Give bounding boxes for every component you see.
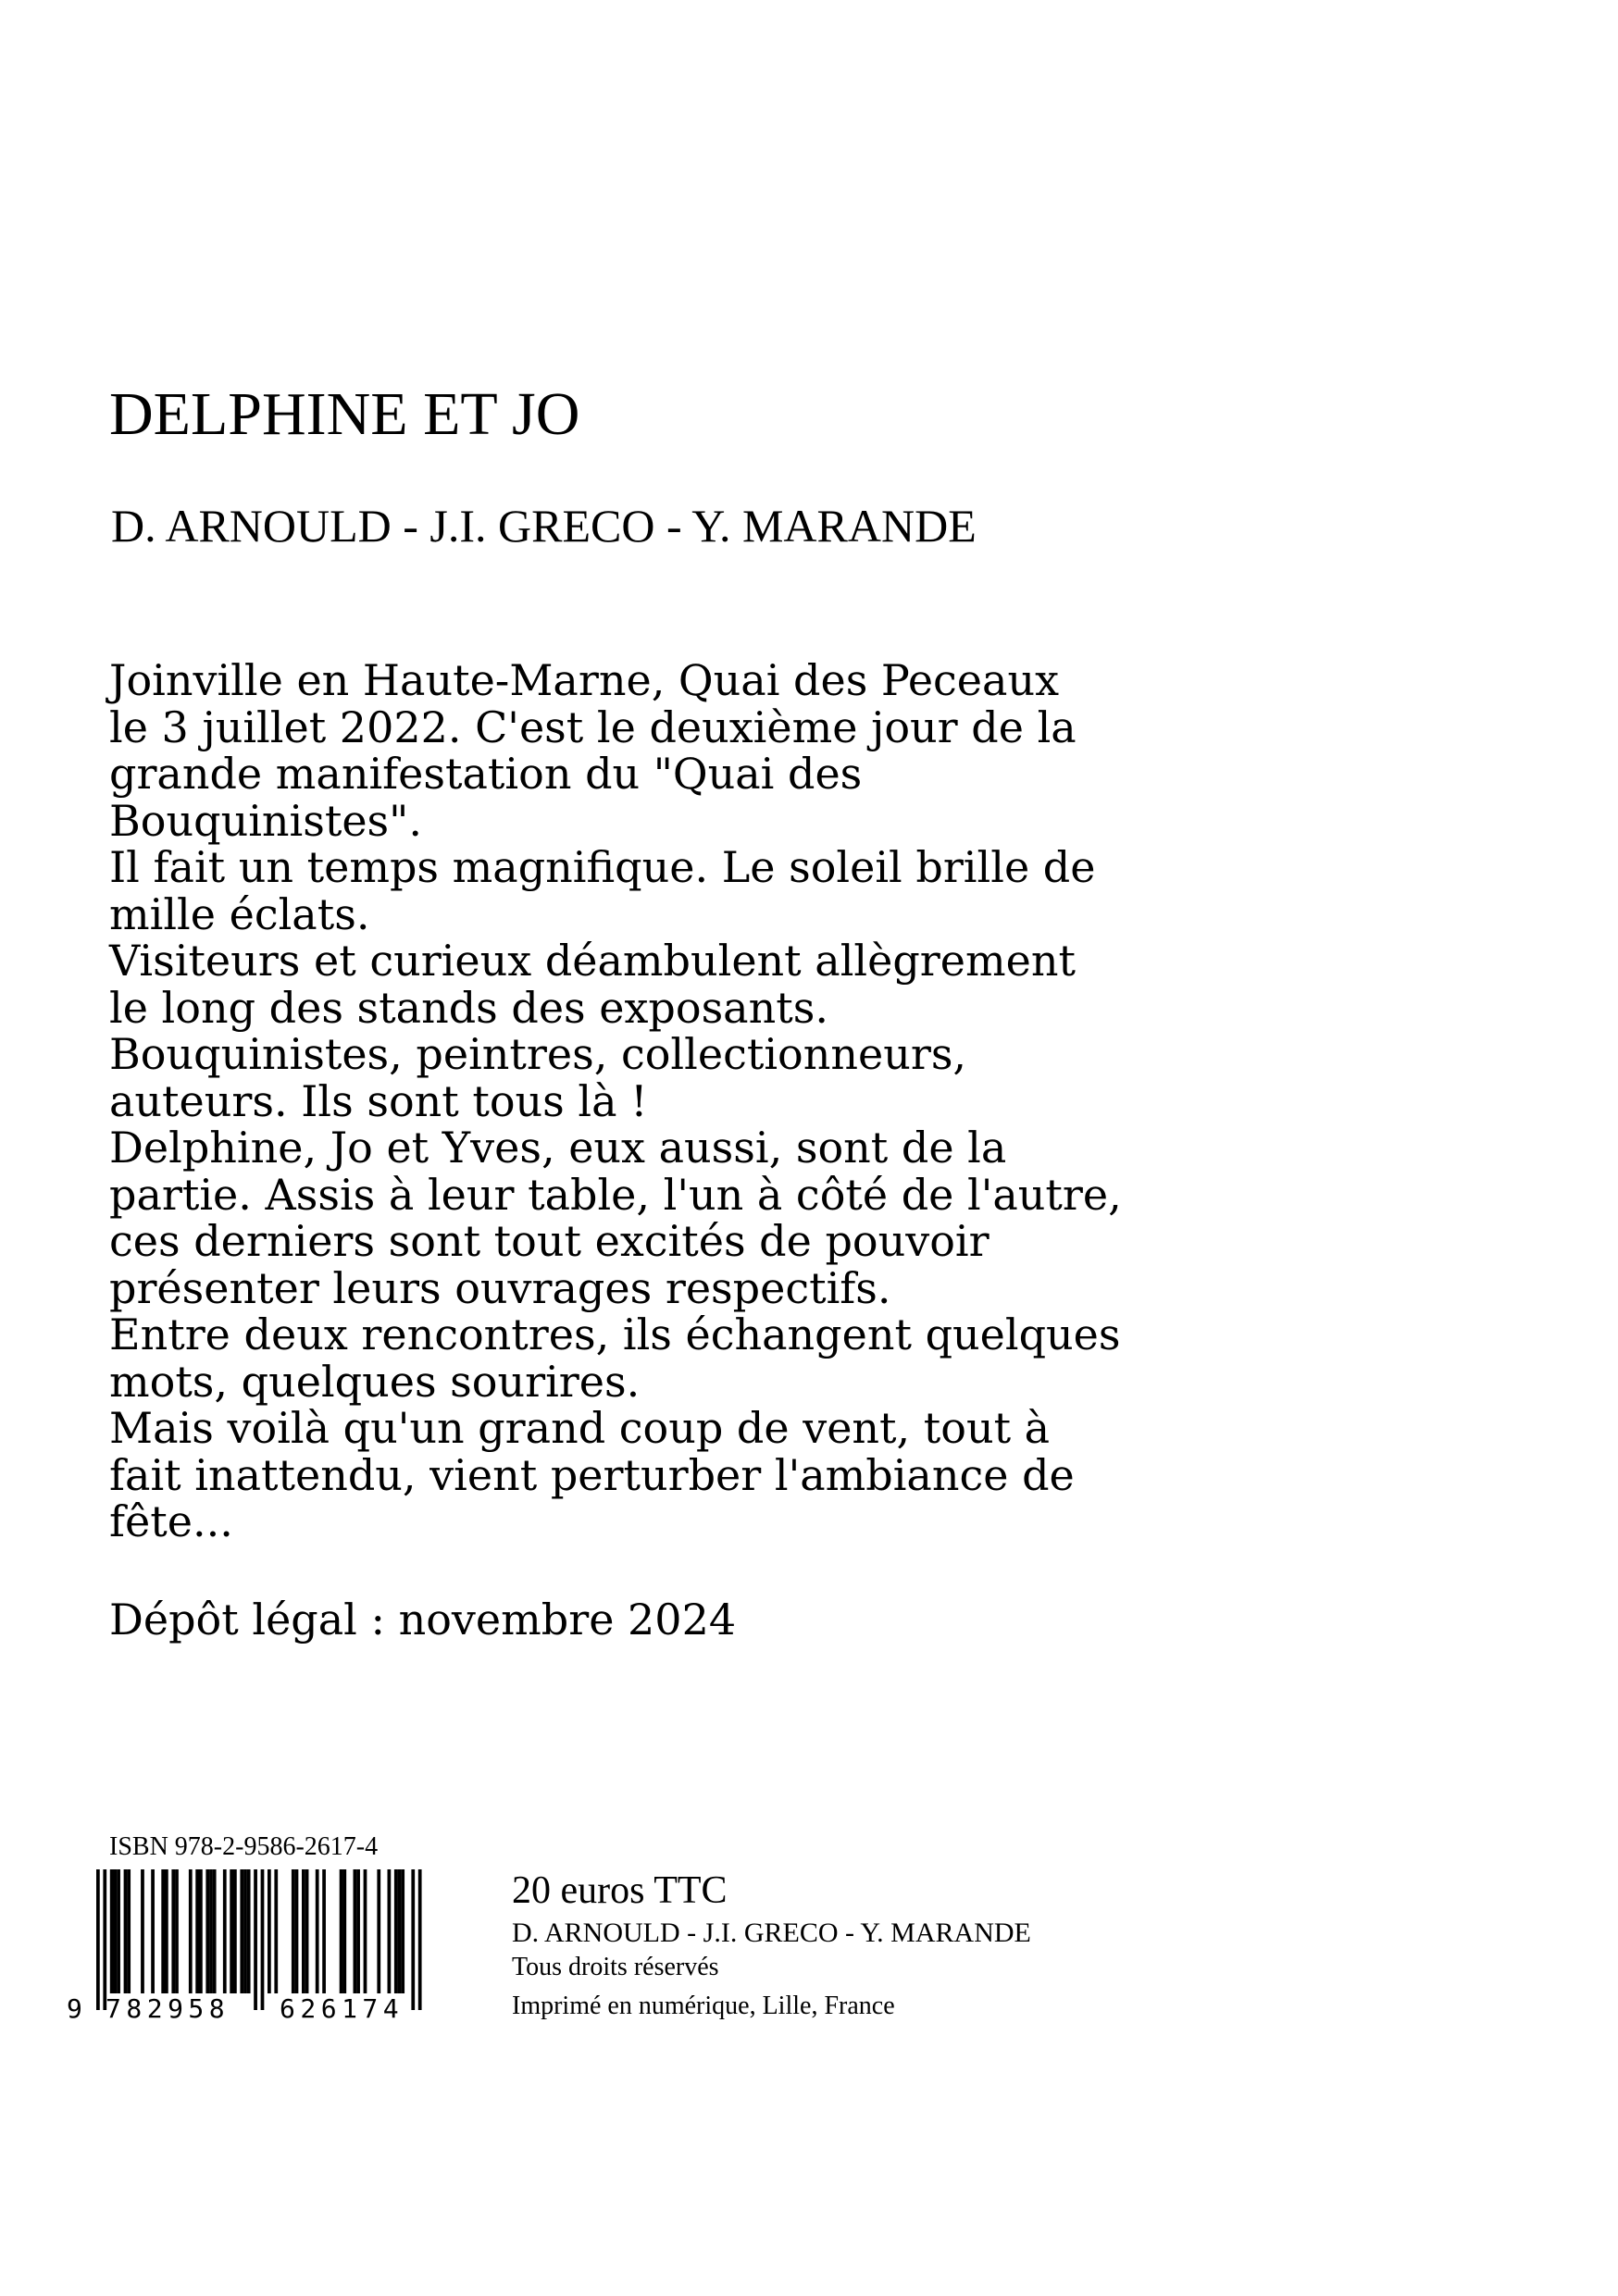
barcode-bar xyxy=(151,1869,155,1993)
barcode-bar xyxy=(127,1869,131,1993)
barcode-bar xyxy=(124,1869,128,1993)
barcode-bar xyxy=(377,1869,380,1993)
barcode-bar xyxy=(141,1869,144,1993)
barcode-bar xyxy=(213,1869,217,1993)
summary-line: le long des stands des exposants. xyxy=(109,982,828,1033)
price: 20 euros TTC xyxy=(512,1869,728,1912)
barcode-bar xyxy=(195,1869,199,1993)
barcode-guard-bar xyxy=(96,1869,100,2010)
barcode-bar xyxy=(233,1869,237,1993)
barcode-bar xyxy=(364,1869,367,1993)
isbn-barcode xyxy=(65,1868,454,2019)
barcode-bar xyxy=(189,1869,193,1993)
book-summary xyxy=(109,657,1313,1545)
barcode-bar xyxy=(230,1869,233,1993)
barcode-bar xyxy=(398,1869,402,1993)
summary-line: fête... xyxy=(109,1496,233,1546)
barcode-bar xyxy=(247,1869,251,1993)
barcode-bar xyxy=(292,1869,295,1993)
barcode-bar xyxy=(110,1869,114,1993)
summary-line: fait inattendu, vient perturber l'ambiance de xyxy=(109,1449,1075,1500)
barcode-bar xyxy=(401,1869,404,1993)
barcode-bar xyxy=(243,1869,247,1993)
barcode-guard-bar xyxy=(261,1869,265,2010)
barcode-bar xyxy=(161,1869,165,1993)
barcode-bar xyxy=(268,1869,271,1993)
summary-line: mille éclats. xyxy=(109,888,370,939)
barcode-bar xyxy=(171,1869,175,1993)
summary-line: ces derniers sont tout excités de pouvoir xyxy=(109,1216,989,1266)
barcode-bar xyxy=(209,1869,213,1993)
barcode-bar xyxy=(175,1869,179,1993)
barcode-bar xyxy=(295,1869,299,1993)
isbn-label: ISBN 978-2-9586-2617-4 xyxy=(109,1832,379,1861)
summary-line: Mais voilà qu'un grand coup de vent, tout à xyxy=(109,1403,1051,1453)
barcode-guard-bar xyxy=(254,1869,257,2010)
summary-line: le 3 juillet 2022. C'est le deuxième jour de la xyxy=(109,701,1077,752)
summary-line: mots, quelques sourires. xyxy=(109,1356,641,1407)
barcode-bar xyxy=(199,1869,203,1993)
barcode-bar xyxy=(274,1869,278,1993)
barcode-first-digit: 9 xyxy=(67,1993,82,2019)
summary-line: auteurs. Ils sont tous là ! xyxy=(109,1075,648,1126)
barcode-bar xyxy=(388,1869,392,1993)
barcode-guard-bar xyxy=(103,1869,106,2010)
barcode-guard-bar xyxy=(411,1869,415,2010)
print-location: Imprimé en numérique, Lille, France xyxy=(512,1992,895,2020)
barcode-right-digits: 626174 xyxy=(280,1993,404,2019)
barcode-bar xyxy=(302,1869,305,1993)
book-title: DELPHINE ET JO xyxy=(109,380,580,448)
barcode-bar xyxy=(223,1869,227,1993)
summary-line: présenter leurs ouvrages respectifs. xyxy=(109,1262,891,1313)
barcode-bar xyxy=(305,1869,309,1993)
barcode-bar xyxy=(342,1869,346,1993)
barcode-bar xyxy=(354,1869,357,1993)
summary-line: Joinville en Haute-Marne, Quai des Peceaux xyxy=(109,655,1060,705)
summary-line: grande manifestation du "Quai des xyxy=(109,749,863,799)
imprint-authors: D. ARNOULD - J.I. GRECO - Y. MARANDE xyxy=(512,1917,1031,1948)
barcode-bars xyxy=(96,1869,422,2010)
barcode-bar xyxy=(316,1869,319,1993)
legal-deposit: Dépôt légal : novembre 2024 xyxy=(109,1595,737,1644)
summary-line: Visiteurs et curieux déambulent allègrement xyxy=(109,936,1076,986)
rights-notice: Tous droits réservés xyxy=(512,1953,719,1981)
barcode-bar xyxy=(340,1869,343,1993)
barcode-bar xyxy=(322,1869,326,1993)
barcode-bar xyxy=(240,1869,243,1993)
barcode-bar xyxy=(114,1869,118,1993)
book-authors: D. ARNOULD - J.I. GRECO - Y. MARANDE xyxy=(111,500,977,552)
summary-line: Bouquinistes". xyxy=(109,795,422,846)
summary-line: Entre deux rencontres, ils échangent quelques xyxy=(109,1309,1121,1359)
summary-line: Il fait un temps magnifique. Le soleil brille de xyxy=(109,842,1096,892)
barcode-bar xyxy=(205,1869,209,1993)
barcode-bar xyxy=(356,1869,360,1993)
summary-line: Delphine, Jo et Yves, eux aussi, sont de la xyxy=(109,1123,1007,1173)
barcode-bar xyxy=(165,1869,168,1993)
summary-line: Bouquinistes, peintres, collectionneurs, xyxy=(109,1029,967,1079)
barcode-bar xyxy=(394,1869,398,1993)
summary-line: partie. Assis à leur table, l'un à côté de l'autre, xyxy=(109,1169,1122,1220)
barcode-bar xyxy=(117,1869,120,1993)
barcode-guard-bar xyxy=(418,1869,422,2010)
barcode-left-digits: 782958 xyxy=(106,1993,230,2019)
